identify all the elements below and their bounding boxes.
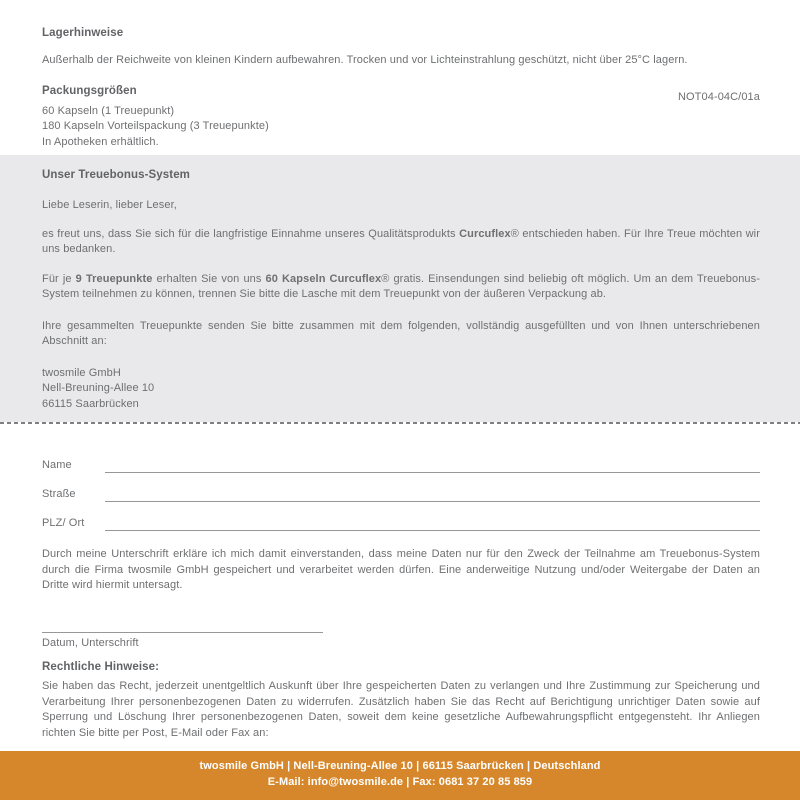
- legal-text: Sie haben das Recht, jederzeit unentgeltlich Auskunft über Ihre gespeicherten Daten zu verlangen und Ihre Zustimmung zur Speicherung und Verarbeitung Ihrer personenbezogenen Daten zu widerrufen. Zusätzlich haben Sie das Recht auf Berichtigung unrichtiger Daten sowie auf Sperrung und Löschung Ihrer personenbezogenen Daten, soweit dem keine gesetzliche Aufbewahrungspflicht entgegensteht. Ihr Anliegen richten Sie bitte per Post, E-Mail oder Fax an:: [42, 680, 760, 739]
- bonus-paragraph-3: Ihre gesammelten Treuepunkte senden Sie bitte zusammen mit dem folgenden, vollständig ausgefüllten und von Ihnen unterschriebenen Abschnitt an:: [42, 319, 760, 347]
- coupon-form-section: [42, 458, 760, 651]
- mailing-address: [42, 366, 760, 413]
- address-company: twosmile GmbH: [42, 366, 121, 379]
- form-row-name: [42, 458, 760, 472]
- storage-and-packaging-section: [42, 27, 760, 150]
- company-footer: [0, 751, 800, 800]
- bonus-paragraph-2: Für je 9 Treuepunkte erhalten Sie von uns 60 Kapseln Curcuflex® gratis. Einsendungen sind beliebig oft möglich. Um an dem Treuebonus-System teilnehmen zu können, trennen Sie bitte die Lasche mit dem Treuepunkt von der äußeren Verpackung ab.: [42, 272, 761, 300]
- zip-city-input-line[interactable]: [105, 516, 760, 531]
- address-street: Nell-Breuning-Allee 10: [42, 382, 155, 394]
- bonus-heading: Unser Treuebonus-System: [42, 169, 191, 181]
- document-code: NOT04-04C/01a: [677, 90, 760, 103]
- packaging-block: [42, 85, 760, 151]
- street-field-label: Straße: [42, 488, 76, 500]
- signature-input-line[interactable]: [42, 631, 323, 633]
- storage-text: Außerhalb der Reichweite von kleinen Kindern aufbewahren. Trocken und vor Lichteinstrahlung geschützt, nicht über 25°C lagern.: [42, 54, 688, 66]
- signature-label: Datum, Unterschrift: [42, 636, 139, 649]
- street-input-line[interactable]: [105, 487, 760, 502]
- salutation: Liebe Leserin, lieber Leser,: [42, 199, 177, 211]
- bonus-system-panel: [0, 155, 800, 422]
- form-row-zip-city: [42, 516, 760, 530]
- packaging-list: [42, 104, 760, 151]
- legal-notes-section: [42, 661, 760, 741]
- form-row-street: [42, 487, 760, 501]
- packaging-heading: Packungsgrößen: [42, 84, 137, 97]
- cut-here-dashed-line: [0, 422, 800, 424]
- consent-text: Durch meine Unterschrift erkläre ich mich damit einverstanden, dass meine Daten nur für den Zweck der Teilnahme am Treuebonus-System durch die Firma twosmile GmbH gespeichert und verarbeitet werden dürfen. Eine anderweitige Nutzung und/oder Weitergabe der Daten an Dritte wird hiermit untersagt.: [42, 548, 760, 591]
- name-field-label: Name: [42, 459, 72, 471]
- footer-company-line: twosmile GmbH | Nell-Breuning-Allee 10 | 66115 Saarbrücken | Deutschland: [199, 760, 601, 772]
- address-city: 66115 Saarbrücken: [42, 397, 139, 410]
- footer-contact-line: E-Mail: info@twosmile.de | Fax: 0681 37 20 85 859: [267, 776, 533, 788]
- bonus-paragraph-1: es freut uns, dass Sie sich für die langfristige Einnahme unseres Qualitätsprodukts Curcuflex® entschieden haben. Für Ihre Treue möchten wir uns bedanken.: [42, 227, 760, 255]
- signature-block: [42, 631, 760, 652]
- packaging-item: 60 Kapseln (1 Treuepunkt): [42, 104, 175, 117]
- packaging-item: 180 Kapseln Vorteilspackung (3 Treuepunkte): [42, 120, 269, 132]
- name-input-line[interactable]: [105, 458, 760, 473]
- packaging-item: In Apotheken erhältlich.: [42, 135, 159, 148]
- storage-heading: Lagerhinweise: [42, 27, 124, 39]
- legal-heading: Rechtliche Hinweise:: [42, 661, 160, 673]
- zip-city-field-label: PLZ/ Ort: [42, 517, 85, 529]
